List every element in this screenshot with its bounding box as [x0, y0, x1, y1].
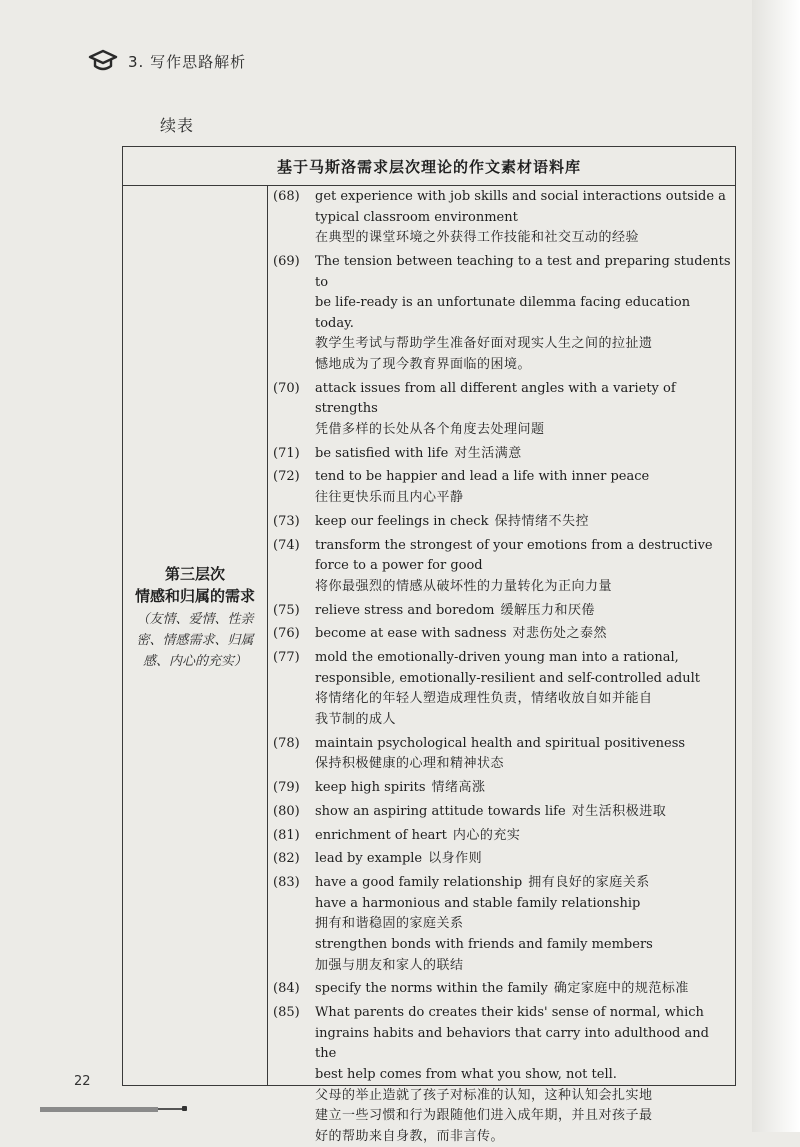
entry-english-line	[315, 512, 731, 533]
entry-number: (70)	[273, 380, 300, 396]
page-number: 22	[74, 1074, 91, 1089]
english-text: be satisfied with life	[315, 445, 449, 461]
english-text: ingrains habits and behaviors that carry into adulthood and the	[315, 1025, 709, 1062]
entry-number: (79)	[273, 780, 300, 796]
entry-number: (68)	[273, 189, 300, 204]
entry-chinese-inline: 确定家庭中的规范标准	[553, 981, 689, 997]
english-text: The tension between teaching to a test and preparing students to	[315, 253, 731, 290]
entry-number: (69)	[273, 253, 300, 269]
chapter-header	[88, 44, 246, 78]
entry-chinese-inline: 情绪高涨	[431, 780, 486, 796]
entry-number: (76)	[273, 626, 300, 642]
entry-english-line	[315, 873, 731, 894]
entry-item	[273, 778, 735, 799]
entry-chinese-inline: 保持情绪不失控	[494, 513, 589, 529]
entry-english-line	[315, 444, 731, 465]
english-text: maintain psychological health and spiritual positiveness	[315, 735, 686, 751]
entry-english-line	[315, 1065, 731, 1086]
english-text: What parents do creates their kids' sense of normal, which	[315, 1005, 704, 1021]
corpus-table	[122, 146, 736, 1144]
footer-rule	[40, 1107, 158, 1112]
entry-number: (84)	[273, 981, 300, 997]
entry-body	[315, 873, 735, 976]
english-text: tend to be happier and lead a life with inner peace	[315, 469, 650, 485]
english-text: transform the strongest of your emotions from a destructive	[315, 537, 713, 553]
footer-dot	[182, 1106, 187, 1111]
entry-chinese-line: 凭借多样的长处从各个角度去处理问题	[315, 421, 545, 437]
entry-body	[315, 648, 735, 730]
entry-english-line	[315, 1024, 731, 1065]
entry-body	[315, 601, 735, 622]
level-cell	[129, 563, 261, 672]
entry-number: (78)	[273, 735, 300, 751]
entry-english-line	[315, 802, 731, 823]
entry-english-line	[315, 187, 731, 208]
entry-chinese-inline: 内心的充实	[452, 827, 521, 843]
english-text: be life-ready is an unfortunate dilemma facing education today.	[315, 295, 691, 331]
entry-body	[315, 379, 735, 441]
entry-item	[273, 187, 735, 249]
entry-body	[315, 467, 735, 508]
entry-item	[273, 467, 735, 508]
entry-body	[315, 444, 735, 465]
level-column	[123, 185, 268, 1085]
entry-english-line	[315, 467, 731, 488]
entry-english-line	[315, 849, 731, 870]
entry-body	[315, 734, 735, 775]
entry-chinese-line: 我节制的成人	[315, 711, 397, 727]
entry-english-line	[315, 601, 731, 622]
entry-body	[315, 1003, 735, 1147]
english-text: mold the emotionally-driven young man into a rational,	[315, 650, 679, 666]
english-text: best help comes from what you show, not tell.	[315, 1066, 617, 1082]
entry-item	[273, 802, 735, 823]
entry-chinese-line: 保持积极健康的心理和精神状态	[315, 756, 505, 772]
entry-english-line	[315, 208, 731, 229]
entry-chinese-line: 加强与朋友和家人的联结	[315, 957, 464, 973]
level-name: 情感和归属的需求	[134, 587, 255, 605]
entry-item	[273, 849, 735, 870]
entry-item	[273, 252, 735, 376]
entry-number: (80)	[273, 803, 300, 819]
english-text: specify the norms within the family	[315, 981, 548, 997]
entry-english-line: have a harmonious and stable family relationship	[315, 895, 641, 911]
english-text: keep high spirits	[315, 780, 426, 796]
entry-chinese-line: 将你最强烈的情感从破坏性的力量转化为正向力量	[315, 578, 613, 594]
entry-body	[315, 512, 735, 533]
english-text: force to a power for good	[315, 558, 483, 574]
chapter-title: 3. 写作思路解析	[128, 52, 247, 71]
english-text: get experience with job skills and social interactions outside a	[315, 189, 726, 204]
entry-english-line	[315, 293, 731, 334]
entry-item	[273, 648, 735, 730]
entry-number: (72)	[273, 469, 300, 485]
entry-english-line	[315, 734, 731, 755]
table-title: 基于马斯洛需求层次理论的作文素材语料库	[123, 147, 735, 186]
entry-number: (73)	[273, 513, 300, 529]
entry-chinese-inline: 对生活满意	[454, 445, 522, 461]
entry-chinese-inline: 缓解压力和厌倦	[500, 602, 595, 618]
entry-item	[273, 826, 735, 847]
entry-body	[315, 187, 735, 249]
entry-chinese-inline: 以身作则	[428, 851, 483, 867]
english-text: keep our feelings in check	[315, 513, 489, 529]
entry-item	[273, 979, 735, 1000]
level-label: 第三层次	[164, 565, 225, 583]
entry-body	[315, 778, 735, 799]
entry-number: (82)	[273, 851, 300, 867]
entry-english-line	[315, 669, 731, 690]
english-text: enrichment of heart	[315, 827, 447, 843]
entry-english-line	[315, 1003, 731, 1024]
entry-item	[273, 734, 735, 775]
entry-item	[273, 444, 735, 465]
entry-number: (81)	[273, 827, 300, 843]
entry-item	[273, 601, 735, 622]
entry-english-line	[315, 778, 731, 799]
entry-item	[273, 512, 735, 533]
english-text: have a good family relationship	[315, 875, 523, 891]
entry-item	[273, 873, 735, 976]
entry-chinese-line: 教学生考试与帮助学生准备好面对现实人生之间的拉扯遗	[315, 336, 653, 352]
entry-number: (83)	[273, 875, 300, 891]
entry-chinese-inline: 对生活积极进取	[571, 803, 667, 819]
entry-body	[315, 624, 735, 645]
entry-chinese-line: 憾地成为了现今教育界面临的困境。	[315, 356, 532, 372]
entry-body	[315, 252, 735, 376]
entry-item	[273, 536, 735, 598]
entry-english-line	[315, 624, 731, 645]
entry-english-line	[315, 556, 731, 577]
entry-number: (74)	[273, 537, 300, 553]
entry-chinese-inline: 对悲伤处之泰然	[512, 626, 608, 642]
entry-body	[315, 979, 735, 1000]
entry-body	[315, 802, 735, 823]
entry-chinese-line: 好的帮助来自身教，而非言传。	[315, 1128, 505, 1144]
entry-number: (75)	[273, 602, 300, 618]
entry-body	[315, 849, 735, 870]
page-edge	[752, 0, 800, 1132]
english-text: attack issues from all different angles with a variety of strengths	[315, 380, 676, 417]
entry-chinese-line: 往往更快乐而且内心平静	[315, 490, 464, 506]
entry-chinese-line: 将情绪化的年轻人塑造成理性负责，情绪收放自如并能自	[315, 691, 653, 707]
entry-chinese-line: 建立一些习惯和行为跟随他们进入成年期，并且对孩子最	[315, 1108, 653, 1124]
entry-number: (85)	[273, 1005, 300, 1021]
entry-english-line	[315, 648, 731, 669]
entry-item	[273, 1003, 735, 1147]
entry-chinese-inline: 拥有良好的家庭关系	[528, 875, 650, 891]
entry-item	[273, 624, 735, 645]
entry-english-line	[315, 826, 731, 847]
level-note: （友情、爱情、性亲密、情感需求、归属感、内心的充实）	[136, 612, 254, 669]
entry-number: (77)	[273, 650, 300, 666]
english-text: responsible, emotionally-resilient and self-controlled adult	[315, 670, 700, 686]
graduation-cap-icon	[88, 48, 118, 74]
entry-chinese-line: 拥有和谐稳固的家庭关系	[315, 916, 464, 932]
entry-english-line: strengthen bonds with friends and family members	[315, 937, 653, 952]
english-text: become at ease with sadness	[315, 626, 507, 642]
entry-english-line	[315, 252, 731, 293]
entry-body	[315, 826, 735, 847]
continued-label: 续表	[160, 116, 195, 135]
footer-line	[158, 1108, 184, 1110]
entry-english-line	[315, 536, 731, 557]
english-text: relieve stress and boredom	[315, 602, 495, 618]
entry-chinese-line: 父母的举止造就了孩子对标准的认知，这种认知会扎实地	[315, 1087, 653, 1103]
entry-number: (71)	[273, 445, 300, 461]
english-text: show an aspiring attitude towards life	[315, 803, 566, 819]
english-text: lead by example	[315, 851, 423, 867]
entries-column	[273, 187, 735, 1144]
english-text: typical classroom environment	[315, 209, 518, 225]
entry-body	[315, 536, 735, 598]
entry-english-line	[315, 979, 731, 1000]
entry-chinese-line: 在典型的课堂环境之外获得工作技能和社交互动的经验	[315, 230, 640, 246]
entry-english-line	[315, 379, 731, 420]
entry-item	[273, 379, 735, 441]
